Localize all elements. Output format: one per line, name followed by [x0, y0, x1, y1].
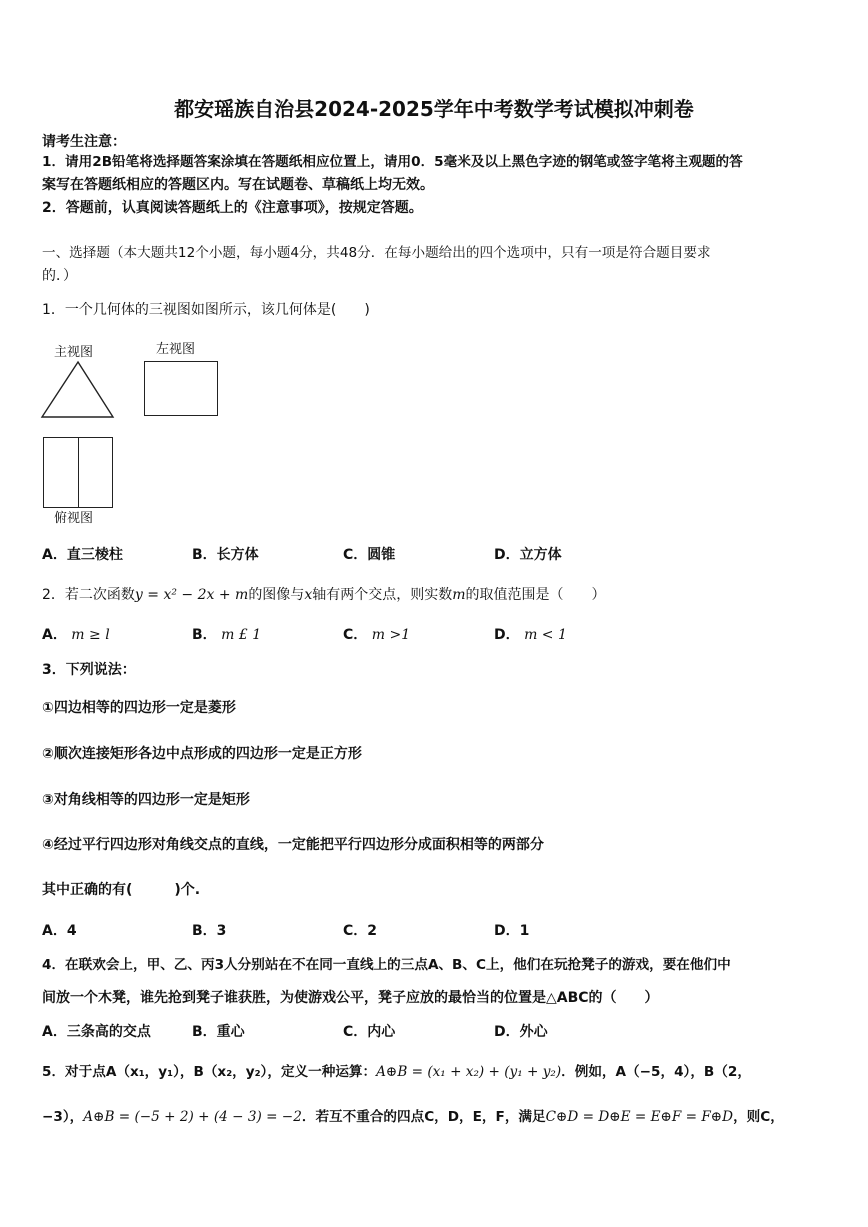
notice-heading: 请考生注意： — [42, 134, 126, 150]
q2-option-b: B． m £ 1 — [192, 627, 262, 643]
q1-option-b: B．长方体 — [192, 547, 259, 563]
section-heading-line-2: 的．） — [42, 268, 77, 284]
q3-statement-3: ③对角线相等的四边形一定是矩形 — [42, 792, 250, 808]
q2-stem-mid1: 的图像与 — [248, 587, 305, 603]
q1-top-view-divider — [78, 437, 79, 508]
q5-line-2 — [42, 1107, 784, 1127]
q2-function: y = x² − 2x + m — [134, 587, 249, 603]
q2-stem — [42, 585, 606, 605]
q5-line-2-pre: −3）， — [42, 1109, 84, 1125]
q1-top-view-label: 俯视图 — [54, 511, 94, 526]
q1-option-c: C．圆锥 — [343, 547, 396, 563]
q2-stem-post: 的取值范围是（ ） — [465, 587, 606, 603]
q1-option-a: A．直三棱柱 — [42, 547, 123, 563]
section-heading-line-1: 一、选择题（本大题共12个小题，每小题4分，共48分．在每小题给出的四个选项中，只有一项是符合题目要求 — [42, 245, 711, 261]
q5-line-2-post: ，则C， — [733, 1109, 784, 1125]
q1-left-view-label: 左视图 — [156, 342, 196, 357]
q2-option-a: A． m ≥ l — [42, 627, 110, 643]
q5-definition-formula: A⊕B = (x₁ + x₂) + (y₁ + y₂) — [376, 1064, 562, 1080]
notice-line-1: 1．请用2B铅笔将选择题答案涂填在答题纸相应位置上，请用0．5毫米及以上黑色字迹的钢笔或签字笔将主观题的答 — [42, 154, 743, 170]
q3-option-c: C．2 — [343, 923, 378, 939]
q3-option-d: D．1 — [494, 923, 530, 939]
q3-statement-4: ④经过平行四边形对角线交点的直线，一定能把平行四边形分成面积相等的两部分 — [42, 837, 544, 853]
q4-option-c: C．内心 — [343, 1024, 396, 1040]
q4-stem-line-2: 间放一个木凳，谁先抢到凳子谁获胜，为使游戏公平，凳子应放的最恰当的位置是△ABC的（ ） — [42, 990, 659, 1006]
q1-front-view-triangle — [40, 360, 116, 420]
q3-question: 其中正确的有( )个. — [42, 882, 201, 898]
q3-statement-1: ①四边相等的四边形一定是菱形 — [42, 700, 236, 716]
q3-option-b: B．3 — [192, 923, 227, 939]
notice-line-2: 2．答题前，认真阅读答题纸上的《注意事项》，按规定答题。 — [42, 200, 423, 216]
q2-var-x: x — [304, 587, 313, 603]
q4-stem-line-1: 4．在联欢会上，甲、乙、丙3人分别站在不在同一直线上的三点A、B、C上，他们在玩抢凳子的游戏，要在他们中 — [42, 957, 731, 973]
notice-line-1b: 案写在答题纸相应的答题区内。写在试题卷、草稿纸上均无效。 — [42, 177, 434, 193]
q4-option-a: A．三条高的交点 — [42, 1024, 151, 1040]
page-title: 都安瑶族自治县2024-2025学年中考数学考试模拟冲刺卷 — [174, 97, 694, 121]
q1-option-d: D．立方体 — [494, 547, 562, 563]
q2-option-c: C． m >1 — [343, 627, 411, 643]
q1-left-view-rectangle — [144, 361, 218, 416]
q5-line-1-post: ．例如，A（−5，4），B（2， — [561, 1064, 751, 1080]
q5-line-2-mid: ．若互不重合的四点C，D，E，F，满足 — [301, 1109, 546, 1125]
q5-condition-formula: C⊕D = D⊕E = E⊕F = F⊕D — [545, 1109, 734, 1125]
q2-stem-mid2: 轴有两个交点，则实数 — [312, 587, 453, 603]
q3-stem: 3．下列说法： — [42, 662, 136, 678]
q2-option-d: D． m < 1 — [494, 627, 567, 643]
q2-stem-pre: 2．若二次函数 — [42, 587, 135, 603]
q2-var-m: m — [452, 587, 466, 603]
q5-line-1-pre: 5．对于点A（x₁，y₁），B（x₂，y₂），定义一种运算： — [42, 1064, 377, 1080]
q1-stem: 1．一个几何体的三视图如图所示，该几何体是( ) — [42, 302, 370, 318]
q1-front-view-label: 主视图 — [54, 345, 94, 360]
q5-example-formula: A⊕B = (−5 + 2) + (4 − 3) = −2 — [83, 1109, 302, 1125]
q4-option-d: D．外心 — [494, 1024, 548, 1040]
q4-option-b: B．重心 — [192, 1024, 245, 1040]
q3-option-a: A．4 — [42, 923, 77, 939]
q3-statement-2: ②顺次连接矩形各边中点形成的四边形一定是正方形 — [42, 746, 362, 762]
q5-line-1 — [42, 1062, 751, 1082]
